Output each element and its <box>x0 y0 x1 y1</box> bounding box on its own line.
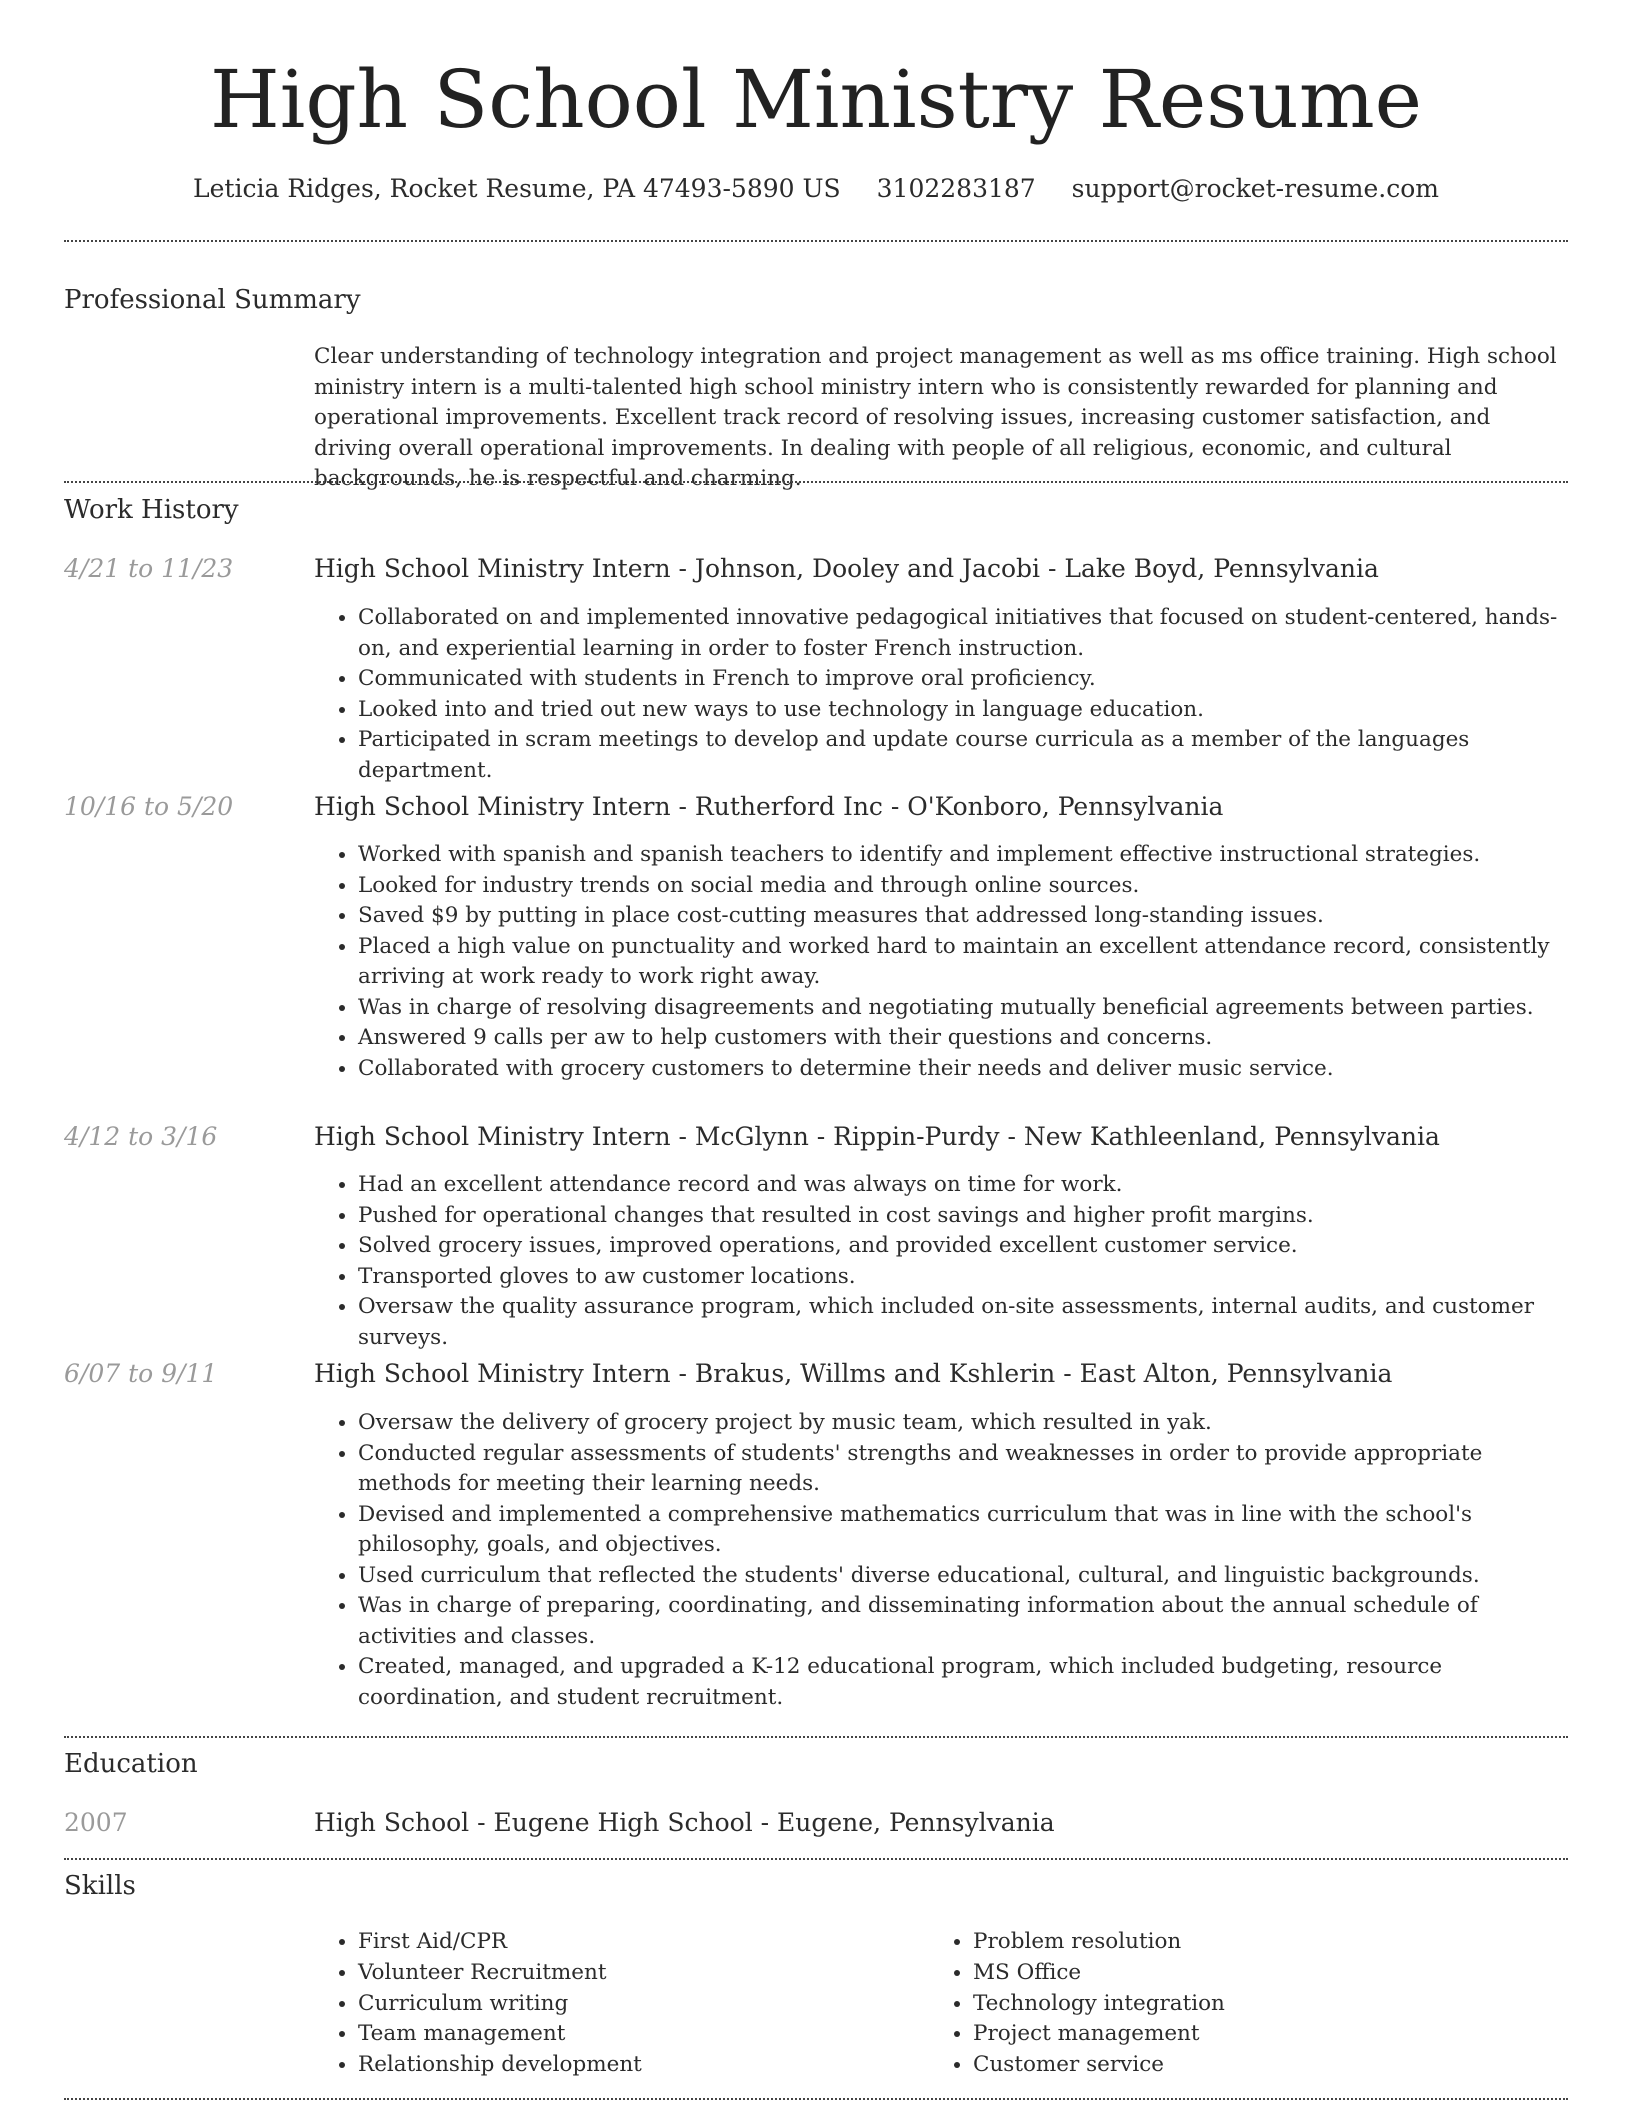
job-dates: 10/16 to 5/20 <box>64 792 234 821</box>
contact-phone: 3102283187 <box>876 174 1036 203</box>
divider <box>64 240 1568 242</box>
list-item: • Created, managed, and upgraded a K-12 educational program, which included budgeting, resource coordination, and student recruitment. <box>358 1652 1568 1713</box>
resume-title: High School Ministry Resume <box>209 53 1423 146</box>
divider <box>64 2098 1568 2100</box>
skill-item: • Problem resolution <box>973 1927 1529 1958</box>
education-entry: High School - Eugene High School - Eugene, Pennsylvania <box>314 1808 1055 1837</box>
divider <box>64 1736 1568 1738</box>
skill-item: • Project management <box>973 2019 1529 2050</box>
contact-line <box>0 172 1632 206</box>
contact-email: support@rocket-resume.com <box>1071 174 1439 203</box>
skill-item: • Customer service <box>973 2050 1529 2081</box>
list-item: • Devised and implemented a comprehensive mathematics curriculum that was in line with the school's philosophy, goals, and objectives. <box>358 1500 1568 1561</box>
skill-item: • Technology integration <box>973 1989 1529 2020</box>
list-item: • Conducted regular assessments of students' strengths and weaknesses in order to provide appropriate methods for meeting their learning needs. <box>358 1439 1568 1500</box>
job-dates: 4/12 to 3/16 <box>64 1122 218 1151</box>
job-title: High School Ministry Intern - McGlynn - Rippin-Purdy - New Kathleenland, Pennsylvania <box>314 1122 1440 1151</box>
list-item: • Collaborated with grocery customers to determine their needs and deliver music service. <box>358 1054 1568 1085</box>
job-bullets <box>314 1408 1568 1713</box>
divider <box>64 481 1568 483</box>
job-bullets <box>314 840 1568 1084</box>
list-item: • Saved $9 by putting in place cost-cutting measures that addressed long-standing issues. <box>358 901 1568 932</box>
work-history-heading: Work History <box>64 495 239 525</box>
summary-text: Clear understanding of technology integration and project management as well as ms office training. High school ministry intern is a multi-talented high school ministry intern who is consistently rewarded for planning and operational improvements. Excellent track record of resolving issues, increasing customer satisfaction, and driving overall operational improvements. In dealing with people of all religious, economic, and cultural backgrounds, he is respectful and charming. <box>314 344 1557 491</box>
divider <box>64 1858 1568 1860</box>
job-bullets <box>314 1170 1568 1353</box>
list-item: • Collaborated on and implemented innovative pedagogical initiatives that focused on student-centered, hands-on, and experiential learning in order to foster French instruction. <box>358 603 1568 664</box>
list-item: • Oversaw the quality assurance program, which included on-site assessments, internal audits, and customer surveys. <box>358 1292 1568 1353</box>
list-item: • Answered 9 calls per aw to help customers with their questions and concerns. <box>358 1023 1568 1054</box>
list-item: • Looked into and tried out new ways to use technology in language education. <box>358 695 1568 726</box>
list-item: • Used curriculum that reflected the students' diverse educational, cultural, and linguistic backgrounds. <box>358 1561 1568 1592</box>
list-item: • Solved grocery issues, improved operations, and provided excellent customer service. <box>358 1231 1568 1262</box>
list-item: • Was in charge of resolving disagreements and negotiating mutually beneficial agreements between parties. <box>358 993 1568 1024</box>
skill-item: • Team management <box>358 2019 914 2050</box>
job-dates: 6/07 to 9/11 <box>64 1359 218 1388</box>
skills-heading: Skills <box>64 1871 136 1901</box>
education-heading: Education <box>64 1749 198 1779</box>
skill-item: • First Aid/CPR <box>358 1927 914 1958</box>
skill-item: • Curriculum writing <box>358 1989 914 2020</box>
list-item: • Worked with spanish and spanish teachers to identify and implement effective instructional strategies. <box>358 840 1568 871</box>
job-title: High School Ministry Intern - Brakus, Willms and Kshlerin - East Alton, Pennsylvania <box>314 1359 1393 1388</box>
job-bullets <box>314 603 1568 786</box>
contact-address: Leticia Ridges, Rocket Resume, PA 47493-5890 US <box>193 174 841 203</box>
job-title: High School Ministry Intern - Rutherford Inc - O'Konboro, Pennsylvania <box>314 792 1224 821</box>
education-year: 2007 <box>64 1808 128 1837</box>
list-item: • Pushed for operational changes that resulted in cost savings and higher profit margins. <box>358 1201 1568 1232</box>
job-dates: 4/21 to 11/23 <box>64 554 234 583</box>
summary-heading: Professional Summary <box>64 285 361 315</box>
list-item: • Transported gloves to aw customer locations. <box>358 1262 1568 1293</box>
skill-item: • MS Office <box>973 1958 1529 1989</box>
skill-item: • Relationship development <box>358 2050 914 2081</box>
list-item: • Was in charge of preparing, coordinating, and disseminating information about the annual schedule of activities and classes. <box>358 1591 1568 1652</box>
list-item: • Communicated with students in French to improve oral proficiency. <box>358 664 1568 695</box>
list-item: • Placed a high value on punctuality and worked hard to maintain an excellent attendance record, consistently arriving at work ready to work right away. <box>358 932 1568 993</box>
list-item: • Had an excellent attendance record and was always on time for work. <box>358 1170 1568 1201</box>
skill-item: • Volunteer Recruitment <box>358 1958 914 1989</box>
skills-list-right <box>929 1927 1529 2081</box>
list-item: • Participated in scram meetings to develop and update course curricula as a member of the languages department. <box>358 725 1568 786</box>
skills-list-left <box>314 1927 914 2081</box>
job-title: High School Ministry Intern - Johnson, Dooley and Jacobi - Lake Boyd, Pennsylvania <box>314 554 1379 583</box>
list-item: • Looked for industry trends on social media and through online sources. <box>358 871 1568 902</box>
list-item: • Oversaw the delivery of grocery project by music team, which resulted in yak. <box>358 1408 1568 1439</box>
